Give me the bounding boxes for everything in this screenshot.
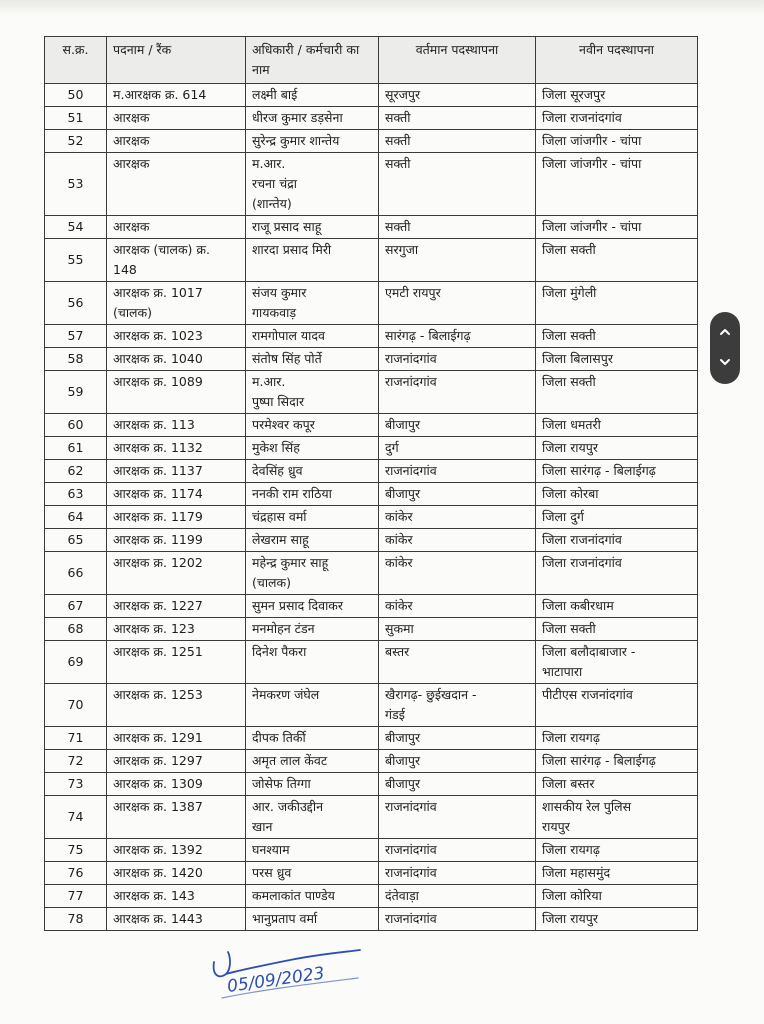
cell-current-posting: सूरजपुर (379, 84, 536, 107)
cell-rank: आरक्षक क्र. 1040 (107, 348, 246, 371)
cell-current-posting: सक्ती (379, 216, 536, 239)
cell-current-posting: कांकेर (379, 595, 536, 618)
cell-new-posting: जिला जांजगीर - चांपा (536, 153, 698, 216)
cell-serial-number: 73 (45, 773, 107, 796)
cell-serial-number: 59 (45, 371, 107, 414)
cell-current-posting: बीजापुर (379, 727, 536, 750)
cell-officer-name: नेमकरण जंघेल (246, 684, 379, 727)
scroll-down-button[interactable] (713, 350, 737, 374)
table-row (45, 727, 698, 750)
cell-current-posting: राजनांदगांव (379, 839, 536, 862)
cell-officer-name: अमृत लाल केंवट (246, 750, 379, 773)
cell-officer-name: महेन्द्र कुमार साहू (चालक) (246, 552, 379, 595)
cell-new-posting: जिला सक्ती (536, 371, 698, 414)
cell-current-posting: राजनांदगांव (379, 908, 536, 931)
cell-serial-number: 62 (45, 460, 107, 483)
cell-serial-number: 77 (45, 885, 107, 908)
cell-officer-name: परस ध्रुव (246, 862, 379, 885)
cell-rank: आरक्षक (चालक) क्र. 148 (107, 239, 246, 282)
cell-officer-name: आर. जकीउद्दीन खान (246, 796, 379, 839)
cell-new-posting: जिला राजनांदगांव (536, 107, 698, 130)
cell-serial-number: 68 (45, 618, 107, 641)
handwritten-signature (200, 940, 370, 1010)
cell-rank: आरक्षक क्र. 1387 (107, 796, 246, 839)
cell-new-posting: जिला बलौदाबाजार - भाटापारा (536, 641, 698, 684)
cell-serial-number: 54 (45, 216, 107, 239)
cell-new-posting: जिला रायगढ़ (536, 839, 698, 862)
cell-serial-number: 66 (45, 552, 107, 595)
cell-rank: आरक्षक (107, 130, 246, 153)
cell-current-posting: दंतेवाड़ा (379, 885, 536, 908)
cell-current-posting: बीजापुर (379, 750, 536, 773)
table-row (45, 239, 698, 282)
header-current-posting: वर्तमान पदस्थापना (379, 37, 536, 84)
cell-current-posting: बीजापुर (379, 773, 536, 796)
signature-date: 05/09/2023 (225, 963, 326, 997)
cell-serial-number: 53 (45, 153, 107, 216)
cell-officer-name: परमेश्वर कपूर (246, 414, 379, 437)
cell-rank: आरक्षक क्र. 1137 (107, 460, 246, 483)
table-row (45, 618, 698, 641)
cell-new-posting: जिला सारंगढ़ - बिलाईगढ़ (536, 460, 698, 483)
cell-rank: आरक्षक (107, 107, 246, 130)
cell-new-posting: जिला सक्ती (536, 325, 698, 348)
cell-serial-number: 64 (45, 506, 107, 529)
cell-rank: आरक्षक क्र. 1199 (107, 529, 246, 552)
cell-rank: आरक्षक क्र. 1309 (107, 773, 246, 796)
table-row (45, 885, 698, 908)
cell-current-posting: सक्ती (379, 107, 536, 130)
cell-new-posting: जिला सारंगढ़ - बिलाईगढ़ (536, 750, 698, 773)
table-row (45, 862, 698, 885)
cell-rank: आरक्षक क्र. 1132 (107, 437, 246, 460)
cell-new-posting: जिला सूरजपुर (536, 84, 698, 107)
cell-serial-number: 75 (45, 839, 107, 862)
cell-rank: आरक्षक क्र. 1420 (107, 862, 246, 885)
cell-officer-name: देवसिंह ध्रुव (246, 460, 379, 483)
cell-serial-number: 50 (45, 84, 107, 107)
transfer-table (44, 36, 698, 931)
cell-current-posting: बीजापुर (379, 414, 536, 437)
cell-rank: आरक्षक (107, 216, 246, 239)
cell-rank: आरक्षक क्र. 1291 (107, 727, 246, 750)
cell-rank: आरक्षक क्र. 1227 (107, 595, 246, 618)
cell-officer-name: दिनेश पैकरा (246, 641, 379, 684)
table-row (45, 107, 698, 130)
header-officer-name: अधिकारी / कर्मचारी का नाम (246, 37, 379, 84)
cell-officer-name: मुकेश सिंह (246, 437, 379, 460)
cell-officer-name: राजू प्रसाद साहू (246, 216, 379, 239)
cell-officer-name: संजय कुमार गायकवाड़ (246, 282, 379, 325)
cell-new-posting: जिला राजनांदगांव (536, 529, 698, 552)
cell-current-posting: सक्ती (379, 153, 536, 216)
cell-current-posting: कांकेर (379, 506, 536, 529)
table-row (45, 839, 698, 862)
cell-current-posting: सरगुजा (379, 239, 536, 282)
cell-serial-number: 51 (45, 107, 107, 130)
table-row (45, 773, 698, 796)
cell-new-posting: जिला रायपुर (536, 908, 698, 931)
cell-new-posting: जिला बिलासपुर (536, 348, 698, 371)
cell-new-posting: जिला मुंगेली (536, 282, 698, 325)
table-row (45, 325, 698, 348)
table-row (45, 908, 698, 931)
cell-officer-name: रामगोपाल यादव (246, 325, 379, 348)
cell-rank: आरक्षक (107, 153, 246, 216)
cell-officer-name: म.आर. रचना चंद्रा (शान्तेय) (246, 153, 379, 216)
cell-new-posting: जिला धमतरी (536, 414, 698, 437)
cell-serial-number: 52 (45, 130, 107, 153)
table-row (45, 282, 698, 325)
scan-edge-shadow (0, 0, 764, 16)
table-row (45, 483, 698, 506)
table-row (45, 506, 698, 529)
chevron-up-icon (718, 325, 732, 339)
cell-rank: आरक्षक क्र. 1202 (107, 552, 246, 595)
cell-serial-number: 56 (45, 282, 107, 325)
cell-serial-number: 60 (45, 414, 107, 437)
cell-current-posting: राजनांदगांव (379, 348, 536, 371)
cell-new-posting: जिला महासमुंद (536, 862, 698, 885)
cell-current-posting: सुकमा (379, 618, 536, 641)
cell-rank: आरक्षक क्र. 1297 (107, 750, 246, 773)
table-row (45, 216, 698, 239)
cell-serial-number: 58 (45, 348, 107, 371)
cell-rank: आरक्षक क्र. 143 (107, 885, 246, 908)
cell-current-posting: एमटी रायपुर (379, 282, 536, 325)
cell-current-posting: राजनांदगांव (379, 371, 536, 414)
cell-serial-number: 78 (45, 908, 107, 931)
cell-officer-name: लक्ष्मी बाई (246, 84, 379, 107)
cell-rank: म.आरक्षक क्र. 614 (107, 84, 246, 107)
cell-current-posting: बस्तर (379, 641, 536, 684)
cell-serial-number: 76 (45, 862, 107, 885)
cell-officer-name: संतोष सिंह पोर्ते (246, 348, 379, 371)
cell-officer-name: लेखराम साहू (246, 529, 379, 552)
table-row (45, 84, 698, 107)
cell-rank: आरक्षक क्र. 1443 (107, 908, 246, 931)
cell-new-posting: जिला जांजगीर - चांपा (536, 130, 698, 153)
cell-serial-number: 70 (45, 684, 107, 727)
cell-serial-number: 67 (45, 595, 107, 618)
cell-officer-name: मनमोहन टंडन (246, 618, 379, 641)
table-row (45, 153, 698, 216)
cell-serial-number: 72 (45, 750, 107, 773)
cell-current-posting: सक्ती (379, 130, 536, 153)
cell-new-posting: जिला दुर्ग (536, 506, 698, 529)
chevron-down-icon (718, 355, 732, 369)
cell-new-posting: जिला जांजगीर - चांपा (536, 216, 698, 239)
cell-officer-name: शारदा प्रसाद मिरी (246, 239, 379, 282)
cell-serial-number: 69 (45, 641, 107, 684)
cell-officer-name: कमलाकांत पाण्डेय (246, 885, 379, 908)
cell-serial-number: 57 (45, 325, 107, 348)
cell-officer-name: सुरेन्द्र कुमार शान्तेय (246, 130, 379, 153)
header-serial-number: स.क्र. (45, 37, 107, 84)
cell-rank: आरक्षक क्र. 123 (107, 618, 246, 641)
table-row (45, 371, 698, 414)
table-row (45, 437, 698, 460)
cell-serial-number: 65 (45, 529, 107, 552)
cell-new-posting: जिला कबीरधाम (536, 595, 698, 618)
cell-new-posting: जिला सक्ती (536, 239, 698, 282)
table-row (45, 796, 698, 839)
cell-rank: आरक्षक क्र. 113 (107, 414, 246, 437)
cell-current-posting: कांकेर (379, 529, 536, 552)
table-row (45, 750, 698, 773)
cell-rank: आरक्षक क्र. 1017 (चालक) (107, 282, 246, 325)
table-body (45, 84, 698, 931)
table-row (45, 130, 698, 153)
page-nav-control (710, 312, 740, 384)
cell-new-posting: जिला रायपुर (536, 437, 698, 460)
header-rank: पदनाम / रैंक (107, 37, 246, 84)
cell-new-posting: पीटीएस राजनांदगांव (536, 684, 698, 727)
cell-new-posting: जिला रायगढ़ (536, 727, 698, 750)
cell-serial-number: 71 (45, 727, 107, 750)
cell-rank: आरक्षक क्र. 1253 (107, 684, 246, 727)
cell-current-posting: दुर्ग (379, 437, 536, 460)
header-new-posting: नवीन पदस्थापना (536, 37, 698, 84)
cell-officer-name: घनश्याम (246, 839, 379, 862)
table-row (45, 460, 698, 483)
table-row (45, 348, 698, 371)
cell-new-posting: शासकीय रेल पुलिस रायपुर (536, 796, 698, 839)
cell-current-posting: राजनांदगांव (379, 862, 536, 885)
cell-rank: आरक्षक क्र. 1089 (107, 371, 246, 414)
cell-rank: आरक्षक क्र. 1251 (107, 641, 246, 684)
cell-serial-number: 61 (45, 437, 107, 460)
cell-officer-name: म.आर. पुष्पा सिदार (246, 371, 379, 414)
cell-current-posting: सारंगढ़ - बिलाईगढ़ (379, 325, 536, 348)
cell-rank: आरक्षक क्र. 1392 (107, 839, 246, 862)
cell-officer-name: जोसेफ तिग्गा (246, 773, 379, 796)
cell-current-posting: कांकेर (379, 552, 536, 595)
table-row (45, 529, 698, 552)
scroll-up-button[interactable] (713, 320, 737, 344)
cell-current-posting: राजनांदगांव (379, 460, 536, 483)
table-row (45, 595, 698, 618)
cell-serial-number: 55 (45, 239, 107, 282)
cell-officer-name: भानुप्रताप वर्मा (246, 908, 379, 931)
cell-new-posting: जिला कोरिया (536, 885, 698, 908)
cell-current-posting: बीजापुर (379, 483, 536, 506)
cell-new-posting: जिला कोरबा (536, 483, 698, 506)
cell-officer-name: दीपक तिर्की (246, 727, 379, 750)
cell-current-posting: राजनांदगांव (379, 796, 536, 839)
cell-rank: आरक्षक क्र. 1174 (107, 483, 246, 506)
table-row (45, 552, 698, 595)
cell-new-posting: जिला बस्तर (536, 773, 698, 796)
table-row (45, 414, 698, 437)
cell-rank: आरक्षक क्र. 1179 (107, 506, 246, 529)
cell-serial-number: 74 (45, 796, 107, 839)
cell-serial-number: 63 (45, 483, 107, 506)
cell-current-posting: खैरागढ़- छुईखदान - गंडई (379, 684, 536, 727)
cell-new-posting: जिला राजनांदगांव (536, 552, 698, 595)
cell-officer-name: ननकी राम राठिया (246, 483, 379, 506)
table-row (45, 641, 698, 684)
cell-rank: आरक्षक क्र. 1023 (107, 325, 246, 348)
cell-new-posting: जिला सक्ती (536, 618, 698, 641)
cell-officer-name: सुमन प्रसाद दिवाकर (246, 595, 379, 618)
table-row (45, 684, 698, 727)
cell-officer-name: धीरज कुमार डड़सेना (246, 107, 379, 130)
table-header-row (45, 37, 698, 84)
cell-officer-name: चंद्रहास वर्मा (246, 506, 379, 529)
